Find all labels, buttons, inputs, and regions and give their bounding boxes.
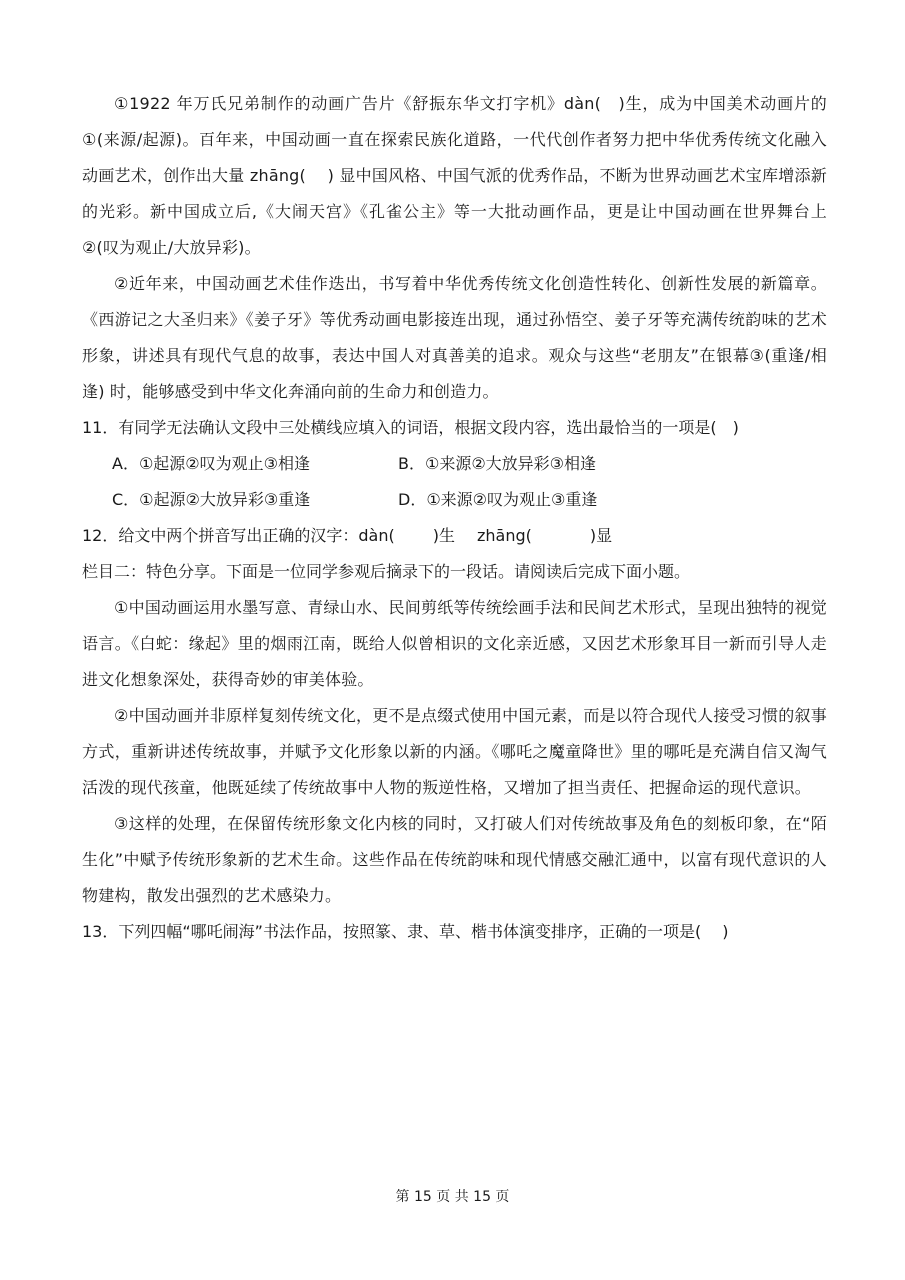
page-footer: 第 15 页 共 15 页	[395, 1189, 510, 1205]
passage1-paragraph-1: ①1922 年万氏兄弟制作的动画广告片《舒振东华文打字机》dàn( )生，成为中国美术动画片的①(来源/起源)。百年来，中国动画一直在探索民族化道路，一代代创作者努力把中华优秀传统文化融入动画艺术，创作出大量 zhāng( ) 显中国风格、中国气派的优秀作品，不断为世界动画艺术宝库增添新的光彩。新中国成立后,《大闹天宫》《孔雀公主》等一大批动画作品，更是让中国动画在世界舞台上②(叹为观止/大放异彩)。	[82, 94, 827, 257]
question-11-options-row-2	[82, 482, 827, 518]
option-c: C．①起源②大放异彩③重逢	[112, 490, 311, 509]
page-content	[82, 86, 827, 950]
section2-paragraph-1: ①中国动画运用水墨写意、青绿山水、民间剪纸等传统绘画手法和民间艺术形式，呈现出独特的视觉语言。《白蛇：缘起》里的烟雨江南，既给人似曾相识的文化亲近感，又因艺术形象耳目一新而引导人走进文化想象深处，获得奇妙的审美体验。	[82, 598, 827, 689]
question-12-pinyin-2: zhāng(	[476, 526, 532, 545]
question-11-options-row-1	[82, 446, 827, 482]
question-12-suffix: )显	[589, 526, 613, 545]
passage1-paragraph-2: ②近年来，中国动画艺术佳作迭出，书写着中华优秀传统文化创造性转化、创新性发展的新篇章。《西游记之大圣归来》《姜子牙》等优秀动画电影接连出现，通过孙悟空、姜子牙等充满传统韵味的艺术形象，讲述具有现代气息的故事，表达中国人对真善美的追求。观众与这些“老朋友”在银幕③(重逢/相逢) 时，能够感受到中华文化奔涌向前的生命力和创造力。	[82, 274, 827, 401]
question-12-prefix: 12．给文中两个拼音写出正确的汉字：dàn(	[82, 526, 395, 545]
question-11-stem: 11．有同学无法确认文段中三处横线应填入的词语，根据文段内容，选出最恰当的一项是( )	[82, 418, 739, 437]
question-12-mid: )生	[432, 526, 455, 545]
option-b: B．①来源②大放异彩③相逢	[398, 454, 597, 473]
section2-paragraph-3: ③这样的处理，在保留传统形象文化内核的同时，又打破人们对传统故事及角色的刻板印象，在“陌生化”中赋予传统形象新的艺术生命。这些作品在传统韵味和现代情感交融汇通中，以富有现代意识的人物建构，散发出强烈的艺术感染力。	[82, 814, 827, 905]
section-2-intro: 栏目二：特色分享。下面是一位同学参观后摘录下的一段话。请阅读后完成下面小题。	[82, 562, 691, 581]
section2-paragraph-2: ②中国动画并非原样复刻传统文化，更不是点缀式使用中国元素，而是以符合现代人接受习惯的叙事方式，重新讲述传统故事，并赋予文化形象以新的内涵。《哪吒之魔童降世》里的哪吒是充满自信又淘气活泼的现代孩童，他既延续了传统故事中人物的叛逆性格，又增加了担当责任、把握命运的现代意识。	[82, 706, 827, 797]
option-a: A．①起源②叹为观止③相逢	[112, 454, 310, 473]
question-13-stem: 13．下列四幅“哪吒闹海”书法作品，按照篆、隶、草、楷书体演变排序，正确的一项是( )	[82, 922, 729, 941]
option-d: D．①来源②叹为观止③重逢	[398, 490, 598, 509]
question-12	[82, 518, 827, 554]
